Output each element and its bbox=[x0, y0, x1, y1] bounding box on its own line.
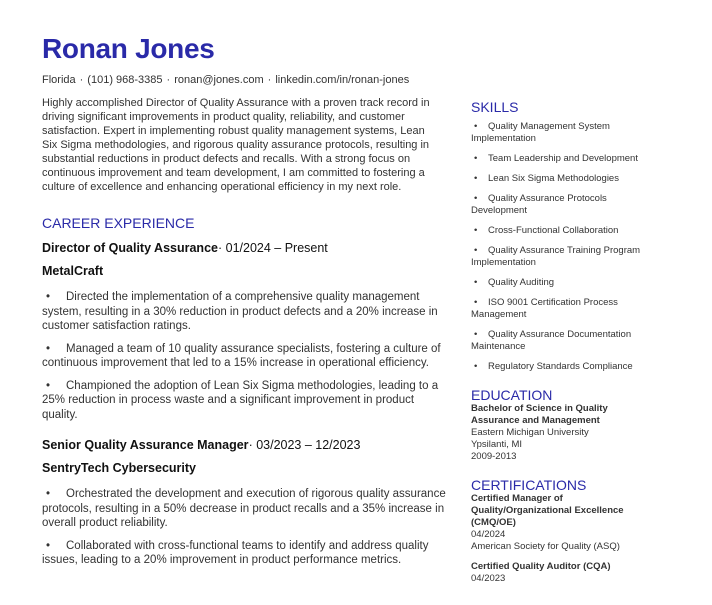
contact-phone[interactable]: (101) 968-3385 bbox=[87, 74, 163, 86]
skill-item: • Quality Management System Implementation bbox=[471, 121, 610, 144]
skill-item: • Lean Six Sigma Methodologies bbox=[471, 173, 641, 185]
skill-item: • Team Leadership and Development bbox=[471, 153, 641, 165]
skill-item: • Cross-Functional Collaboration bbox=[471, 225, 641, 237]
skill-item: • Quality Assurance Documentation Maintenance bbox=[471, 329, 632, 352]
company-name: SentryTech Cybersecurity bbox=[42, 461, 196, 475]
certification-name: Certified Manager of Quality/Organizational Excellence (CMQ/OE) bbox=[471, 493, 624, 528]
school: Eastern Michigan University bbox=[471, 427, 589, 438]
skill-item: • ISO 9001 Certification Process Management bbox=[471, 297, 618, 320]
section-title-career: CAREER EXPERIENCE bbox=[42, 215, 195, 231]
contact-linkedin[interactable]: linkedin.com/in/ronan-jones bbox=[275, 74, 410, 86]
skill-item: • Quality Auditing bbox=[471, 277, 641, 289]
career-section bbox=[42, 215, 446, 576]
job-bullet: • Directed the implementation of a comprehensive quality management system, resulting in a 30% reduction in product defects and a 20% increase in customer satisfaction ratings. bbox=[42, 291, 438, 332]
bullet-icon: • bbox=[46, 342, 51, 355]
section-title-education: EDUCATION bbox=[471, 387, 553, 403]
job-entry bbox=[42, 241, 446, 422]
skills-list bbox=[471, 121, 641, 373]
bullet-icon: • bbox=[474, 329, 478, 340]
school-location: Ypsilanti, MI bbox=[471, 439, 523, 450]
section-title-skills: SKILLS bbox=[471, 99, 519, 115]
summary: Highly accomplished Director of Quality Assurance with a proven track record in driving significant improvements in product quality, reliability, and customer satisfaction. Expert in implementing robust quality management systems, Lean Six Sigma methodologies, and rigorous quality assurance protocols, resulting in substantial reductions in product defects and recalls. With a strong focus on continuous improvement and team development, I am committed to fostering a culture of excellence and enhancing operational efficiency in my next role. bbox=[42, 97, 430, 193]
job-title: Senior Quality Assurance Manager· 03/2023 – 12/2023 bbox=[42, 438, 361, 452]
certification-name: Certified Quality Auditor (CQA) bbox=[471, 561, 611, 572]
skill-item: • Quality Assurance Protocols Development bbox=[471, 193, 607, 216]
degree: Bachelor of Science in Quality Assurance and Management bbox=[471, 403, 608, 426]
bullet-icon: • bbox=[46, 539, 51, 552]
job-dates: · 03/2023 – 12/2023 bbox=[248, 438, 361, 452]
bullet-icon: • bbox=[474, 121, 478, 132]
bullet-icon: • bbox=[474, 245, 478, 256]
bullet-icon: • bbox=[474, 297, 478, 308]
bullet-icon: • bbox=[46, 488, 51, 500]
candidate-name: Ronan Jones bbox=[42, 33, 215, 64]
company-name: MetalCraft bbox=[42, 264, 104, 278]
job-bullet: • Orchestrated the development and execution of rigorous quality assurance protocols, resulting in a 50% decrease in product recalls and a 35% increase in overall product reliability. bbox=[42, 488, 446, 529]
contact-email[interactable]: ronan@jones.com bbox=[174, 74, 264, 86]
bullet-icon: • bbox=[474, 361, 478, 372]
education-years: 2009-2013 bbox=[471, 451, 517, 462]
certification-date: 04/2024 bbox=[471, 529, 506, 540]
bullet-icon: • bbox=[474, 225, 478, 236]
job-dates: · 01/2024 – Present bbox=[217, 241, 328, 255]
skill-item: • Quality Assurance Training Program Implementation bbox=[471, 245, 641, 268]
job-bullet: • Collaborated with cross-functional teams to identify and address quality issues, leading to a 20% improvement in product performance metrics. bbox=[42, 539, 429, 566]
bullet-icon: • bbox=[474, 173, 478, 184]
job-bullet: • Managed a team of 10 quality assurance specialists, fostering a culture of continuous improvement that led to a 15% increase in operational efficiency. bbox=[42, 342, 441, 369]
certification-item bbox=[471, 493, 641, 553]
contact-line: Florida · (101) 968-3385 · ronan@jones.com · linkedin.com/in/ronan-jones bbox=[42, 74, 410, 86]
section-title-certifications: CERTIFICATIONS bbox=[471, 477, 587, 493]
certification-date: 04/2023 bbox=[471, 573, 506, 584]
certification-item bbox=[471, 561, 641, 585]
job-bullet: • Championed the adoption of Lean Six Sigma methodologies, leading to a 25% reduction in process waste and a significant improvement in product quality. bbox=[42, 379, 439, 421]
contact-location: Florida bbox=[42, 74, 76, 86]
job-title: Director of Quality Assurance· 01/2024 – Present bbox=[42, 241, 328, 255]
job-entry bbox=[42, 438, 446, 568]
bullet-icon: • bbox=[46, 291, 51, 303]
certification-issuer: American Society for Quality (ASQ) bbox=[471, 541, 620, 552]
skill-item: • Regulatory Standards Compliance bbox=[471, 361, 641, 373]
bullet-icon: • bbox=[46, 379, 51, 392]
bullet-icon: • bbox=[474, 153, 478, 164]
bullet-icon: • bbox=[474, 193, 478, 204]
sidebar bbox=[471, 99, 641, 585]
bullet-icon: • bbox=[474, 277, 478, 288]
